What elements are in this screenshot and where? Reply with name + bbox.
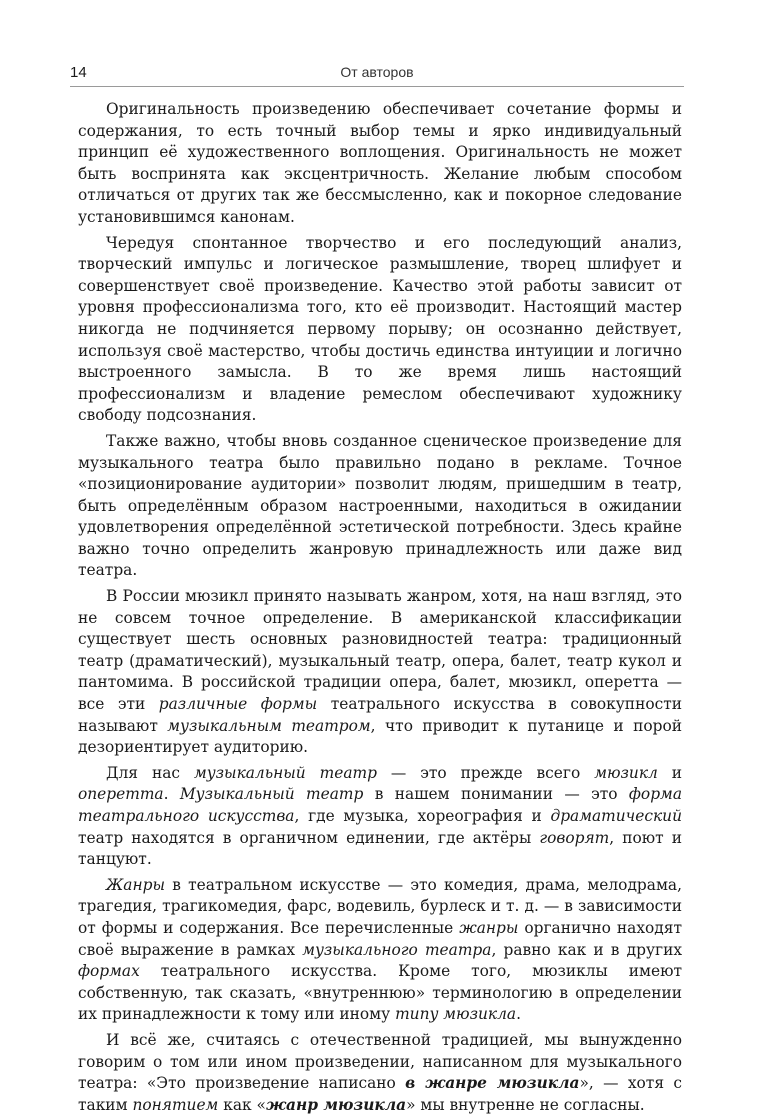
italic-text: музыкальный театр [193, 763, 377, 782]
italic-text: говорят [539, 828, 610, 847]
italic-text: различные формы [158, 695, 318, 714]
italic-text: формах [78, 962, 140, 981]
text-run: , где музыка, хореография и [294, 807, 551, 825]
text-run: », — хотя с таким [78, 1074, 682, 1114]
text-run: театрального искусства в совокупности называют [78, 695, 682, 735]
text-run: Также важно, чтобы вновь созданное сценическое произведение для музыкального театра было правильно подано в рекламе. Точное «позиционирование аудитории» позволит людям, пришедшим в театр, быть определённым образом настроенными, находиться в ожидании удовлетворения определённой эстетической потребности. Здесь крайне важно точно определить жанровую принадлежность или даже вид театра. [78, 431, 682, 580]
italic-text: жанры [459, 918, 519, 937]
italic-text: форма театрального искусства [78, 785, 682, 825]
italic-text: Жанры [106, 875, 165, 894]
bold-italic-text: жанр мюзикла [265, 1095, 407, 1114]
italic-text: музыкального театра [302, 940, 492, 959]
text-run: . [516, 1005, 521, 1024]
running-title: От авторов [340, 64, 414, 80]
paragraph [78, 431, 682, 582]
text-run: в театральном искусстве — это комедия, драма, мелодрама, трагедия, трагикомедия, фарс, водевиль, бурлеск и т. д. — в зависимости от формы и содержания. Все перечисленные [78, 875, 682, 937]
paragraph [78, 586, 682, 759]
text-run: — это прежде всего [376, 763, 595, 782]
paragraph [78, 99, 682, 229]
text-run: театрального искусства. Кроме того, мюзиклы имеют собственную, так сказать, «внутреннюю» терминологию в определении их принадлежности к тому или иному [78, 962, 682, 1024]
italic-text: типу мюзикла [395, 1005, 517, 1024]
paragraph [78, 763, 682, 871]
text-run: , поют и танцуют. [78, 828, 683, 869]
page-number: 14 [70, 64, 87, 81]
text-run: театр находятся в органичном единении, где актёры [78, 828, 540, 847]
text-run: . [163, 785, 180, 804]
text-run: Чередуя спонтанное творчество и его последующий анализ, творческий импульс и логическое размышление, творец шлифует и совершенствует своё произведение. Качество этой работы зависит от уровня профессионализма того, кто её производит. Настоящий мастер никогда не подчиняется первому порыву; он осознанно действует, используя своё мастерство, чтобы достичь единства интуиции и логично выстроенного замысла. В то же время лишь настоящий профессионализм и владение ремеслом обеспечивают художнику свободу подсознания. [78, 233, 682, 425]
page-header [70, 60, 684, 87]
italic-text: оперетта [78, 785, 164, 804]
text-run: , что приводит к путанице и порой дезориентирует аудиторию. [78, 716, 682, 757]
text-run: , равно как и в других [491, 940, 683, 959]
paragraph [78, 233, 682, 427]
italic-text: мюзикл [594, 763, 658, 782]
body-text [78, 99, 682, 1116]
text-run: Для нас [106, 763, 194, 782]
text-run: В России мюзикл принято называть жанром, хотя, на наш взгляд, это не совсем точное определение. В американской классификации существует шесть основных разновидностей театра: традиционный театр (драматический), музыкальный театр, опера, балет, театр кукол и пантомима. В российской традиции опера, балет, мюзикл, оперетта — все эти [78, 587, 682, 714]
paragraph [78, 875, 682, 1026]
text-run: в нашем понимании — это [363, 785, 629, 804]
italic-text: драматический [550, 807, 682, 825]
italic-text: Музыкальный театр [179, 785, 364, 804]
paragraph [78, 1030, 682, 1116]
text-run: Оригинальность произведению обеспечивает сочетание формы и содержания, то есть точный выбор темы и ярко индивидуальный принцип её художественного воплощения. Оригинальность не может быть воспринята как эксцентричность. Желание любым способом отличаться от других так же бессмысленно, как и покорное следование установившимся канонам. [78, 100, 682, 226]
text-run: И всё же, считаясь с отечественной традицией, мы вынужденно говорим о том или ином произведении, написанном для музыкального театра: «Это произведение написано [78, 1030, 682, 1093]
text-run: органично находят своё выражение в рамках [78, 918, 682, 959]
italic-text: понятием [132, 1095, 219, 1114]
text-run: » мы внутренне не согласны. [406, 1095, 645, 1114]
text-run: как « [218, 1095, 266, 1114]
italic-text: музыкальным театром [167, 716, 371, 735]
bold-italic-text: в жанре мюзикла [405, 1074, 580, 1093]
text-run: и [657, 763, 683, 782]
